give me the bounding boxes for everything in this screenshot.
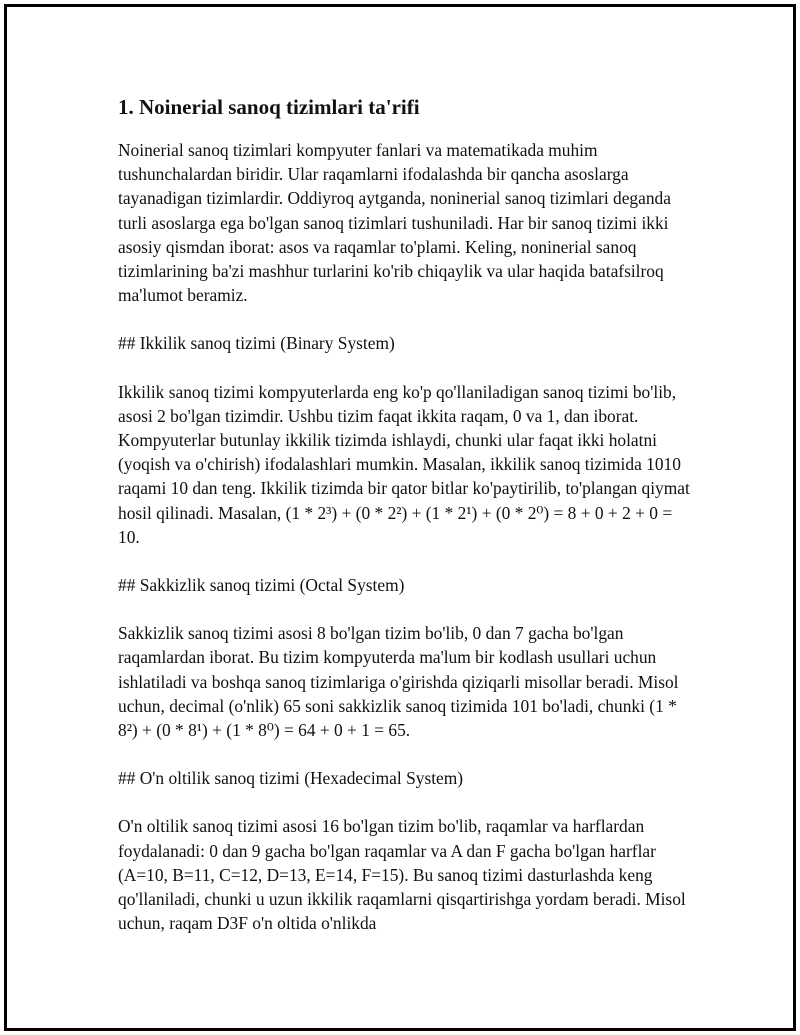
- binary-subheading: ## Ikkilik sanoq tizimi (Binary System): [118, 333, 395, 354]
- hexadecimal-paragraph: O'n oltilik sanoq tizimi asosi 16 bo'lgan tizim bo'lib, raqamlar va harflardan foydalanadi: 0 dan 9 gacha bo'lgan raqamlar va A dan F gacha bo'lgan harflar (A=10, B=11, C=12, D=13, E=14, F=15). Bu sanoq tizimi dasturlashda keng qo'llaniladi, chunki u uzun ikkilik raqamlarni qisqartirishga yordam beradi. Misol uchun, raqam D3F o'n oltida o'nlikda: [118, 816, 686, 934]
- document-body: [118, 92, 698, 959]
- hexadecimal-subheading: ## O'n oltilik sanoq tizimi (Hexadecimal System): [118, 768, 464, 789]
- intro-paragraph: Noinerial sanoq tizimlari kompyuter fanlari va matematikada muhim tushunchalardan biridir. Ular raqamlarni ifodalashda bir qancha asoslarga tayanadigan tizimlardir. Oddiyroq aytganda, noninerial sanoq tizimlari deganda turli asoslarga ega bo'lgan sanoq tizimlari tushuniladi. Har bir sanoq tizimi ikki asosiy qismdan iborat: asos va raqamlar to'plami. Keling, noninerial sanoq tizimlarining ba'zi mashhur turlarini ko'rib chiqaylik va ular haqida batafsilroq ma'lumot beramiz.: [118, 140, 671, 306]
- octal-subheading: ## Sakkizlik sanoq tizimi (Octal System): [118, 575, 405, 596]
- octal-paragraph: Sakkizlik sanoq tizimi asosi 8 bo'lgan tizim bo'lib, 0 dan 7 gacha bo'lgan raqamlardan iborat. Bu tizim kompyuterda ma'lum bir kodlash usullari uchun ishlatiladi va boshqa sanoq tizimlariga o'girishda qiziqarli misollar beradi. Misol uchun, decimal (o'nlik) 65 soni sakkizlik sanoq tizimida 101 bo'ladi, chunki (1 * 8²) + (0 * 8¹) + (1 * 8⁰) = 64 + 0 + 1 = 65.: [118, 623, 679, 741]
- binary-paragraph: Ikkilik sanoq tizimi kompyuterlarda eng ko'p qo'llaniladigan sanoq tizimi bo'lib, asosi 2 bo'lgan tizimdir. Ushbu tizim faqat ikkita raqam, 0 va 1, dan iborat. Kompyuterlar butunlay ikkilik tizimda ishlaydi, chunki ular faqat ikki holatni (yoqish va o'chirish) ifodalashlari mumkin. Masalan, ikkilik sanoq tizimida 1010 raqami 10 dan teng. Ikkilik tizimda bir qator bitlar ko'paytirilib, to'plangan qiymat hosil qilinadi. Masalan, (1 * 2³) + (0 * 2²) + (1 * 2¹) + (0 * 2⁰) = 8 + 0 + 2 + 0 = 10.: [118, 381, 690, 547]
- section-heading: 1. Noinerial sanoq tizimlari ta'rifi: [118, 95, 420, 119]
